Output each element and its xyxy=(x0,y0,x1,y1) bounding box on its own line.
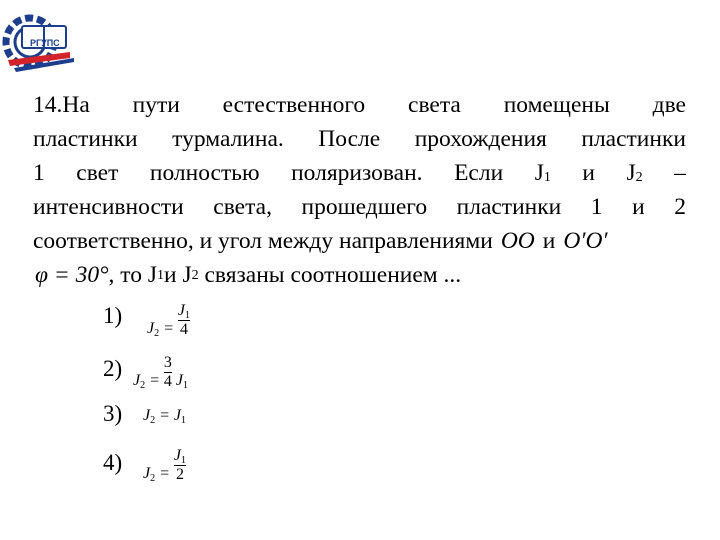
word: поляризован. xyxy=(291,160,423,186)
problem-line-4 xyxy=(33,190,686,224)
word: 2 xyxy=(674,194,686,220)
answer-formula: J2 = $\frac{J1}{4}$ xyxy=(147,302,191,340)
word: пластинки xyxy=(456,194,562,220)
subscript: 1 xyxy=(157,268,164,283)
word: две xyxy=(652,92,686,118)
problem-line-3 xyxy=(33,156,686,190)
word: и xyxy=(542,228,556,254)
word: Если xyxy=(454,160,504,186)
word: естественного xyxy=(222,92,366,118)
word: полностью xyxy=(149,160,260,186)
word: и xyxy=(582,160,595,186)
answer-option-2[interactable] xyxy=(103,354,189,392)
word: пластинки xyxy=(581,126,686,152)
word: После xyxy=(318,126,381,152)
word: 1 xyxy=(33,160,45,186)
dash: – xyxy=(674,160,686,186)
university-logo xyxy=(0,2,82,80)
line-text: связаны соотношением ... xyxy=(198,262,462,288)
word: пластинки xyxy=(33,126,138,152)
word: света xyxy=(408,92,461,118)
oo-direction: OO xyxy=(500,228,535,254)
line-text: соответственно, и угол между направлениями xyxy=(33,228,493,254)
answer-label: 1) xyxy=(103,303,123,328)
word: 14.На xyxy=(33,92,90,118)
problem-line-6 xyxy=(33,258,686,292)
word: света, xyxy=(213,194,272,220)
answer-formula: J2 = J1 xyxy=(143,407,187,426)
answer-label: 4) xyxy=(103,450,123,475)
subscript: 2 xyxy=(191,268,199,283)
answer-option-3[interactable] xyxy=(103,401,187,427)
word: 1 xyxy=(590,194,603,220)
answer-option-4[interactable] xyxy=(103,447,187,485)
answer-formula: J2 = $\frac{J1}{2}$ xyxy=(143,447,187,485)
word: помещены xyxy=(503,92,610,118)
line-text: и J xyxy=(164,262,192,288)
answer-formula: J2 = $\frac{3}{4}$ J1 xyxy=(133,354,189,392)
j2-symbol: J2 xyxy=(626,160,643,186)
logo-text: РГУПС xyxy=(30,38,60,48)
word: прошедшего xyxy=(301,194,428,220)
word: свет xyxy=(76,160,119,186)
word: прохождения xyxy=(414,126,547,152)
problem-statement xyxy=(33,88,686,292)
answer-option-1[interactable] xyxy=(103,302,191,340)
line-text: , то J xyxy=(108,262,157,288)
j1-symbol: J1 xyxy=(534,160,551,186)
word: и xyxy=(632,194,645,220)
problem-line-1 xyxy=(33,88,686,122)
answer-label: 3) xyxy=(103,401,123,426)
word: интенсивности xyxy=(33,194,184,220)
answer-label: 2) xyxy=(103,356,123,381)
word: пути xyxy=(132,92,180,118)
oo-prime-direction: O′O′ xyxy=(563,228,608,254)
problem-line-2 xyxy=(33,122,686,156)
phi-angle: φ = 30° xyxy=(35,262,109,288)
problem-line-5 xyxy=(33,224,686,258)
word: турмалина. xyxy=(172,126,284,152)
